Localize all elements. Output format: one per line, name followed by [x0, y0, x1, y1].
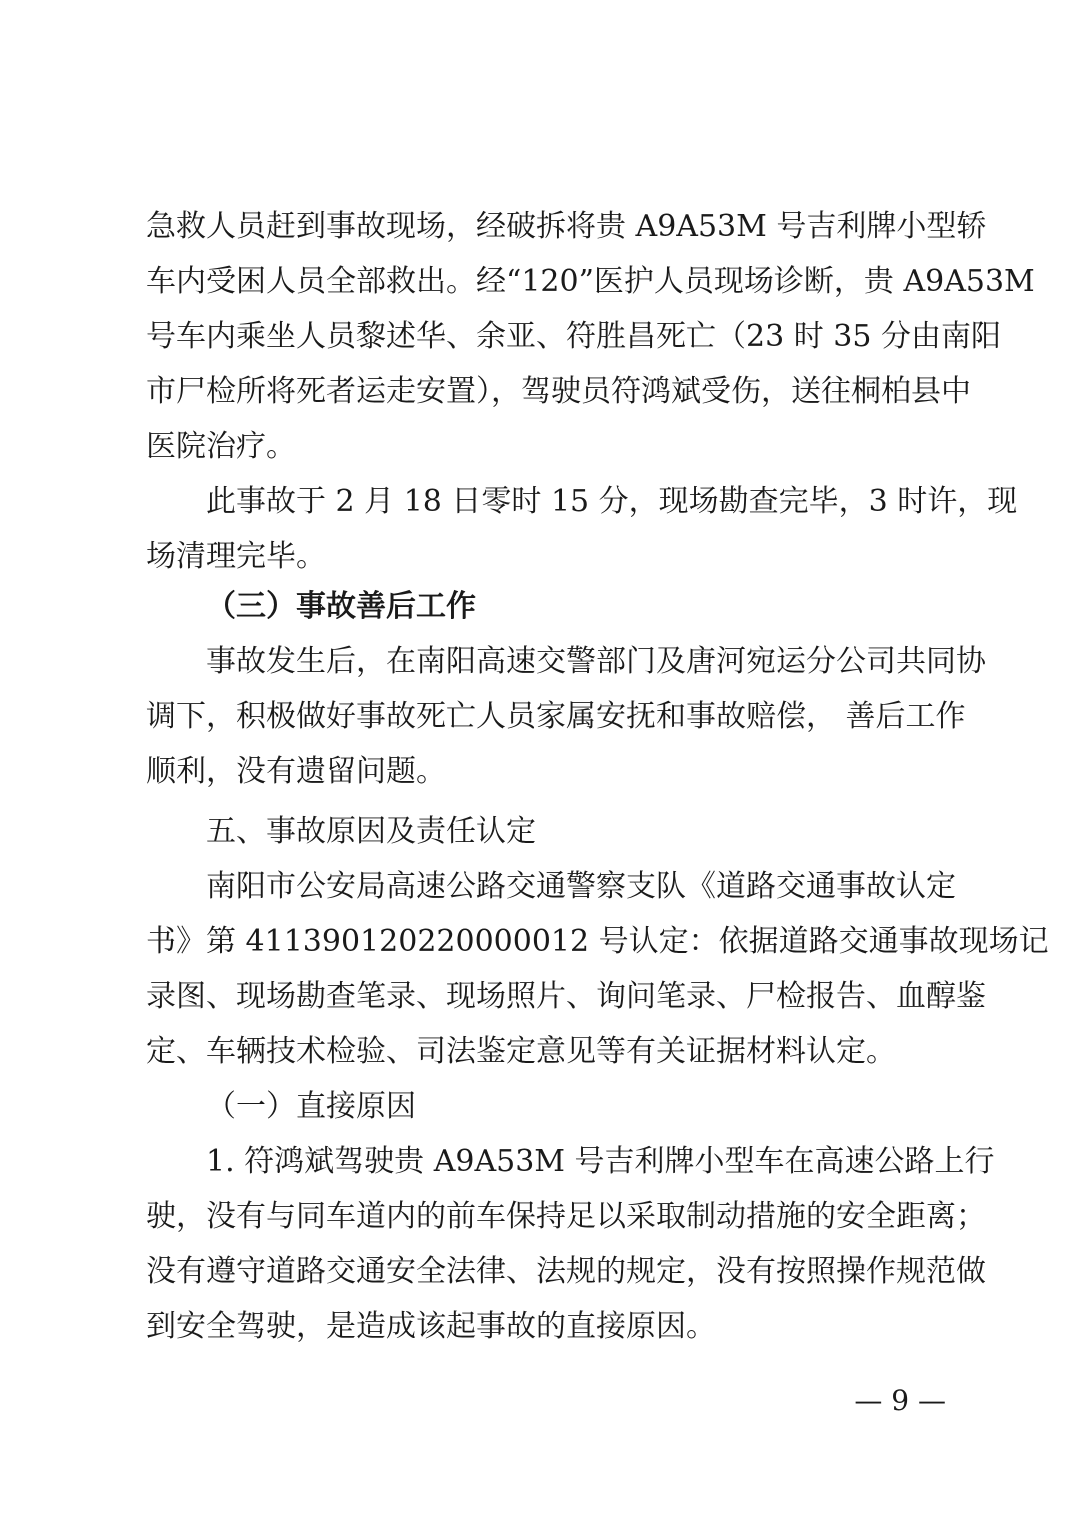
body-text-line: 没有遵守道路交通安全法律、法规的规定，没有按照操作规范做	[146, 1254, 986, 1289]
body-text-line: 驶，没有与同车道内的前车保持足以采取制动措施的安全距离；	[146, 1199, 986, 1234]
body-text-line: 顺利，没有遗留问题。	[146, 754, 446, 789]
section-heading-cause-responsibility: 五、事故原因及责任认定	[206, 814, 536, 849]
body-text-line: 号车内乘坐人员黎述华、余亚、符胜昌死亡（23 时 35 分由南阳	[146, 319, 1001, 354]
body-text-line: 此事故于 2 月 18 日零时 15 分，现场勘查完毕，3 时许，现	[206, 484, 1018, 519]
body-text-line: 录图、现场勘查笔录、现场照片、询问笔录、尸检报告、血醇鉴	[146, 979, 986, 1014]
body-text-line: 市尸检所将死者运走安置），驾驶员符鸿斌受伤，送往桐柏县中	[146, 374, 971, 409]
section-heading-direct-cause: （一）直接原因	[206, 1089, 416, 1124]
body-text-line: 急救人员赶到事故现场，经破拆将贵 A9A53M 号吉利牌小型轿	[146, 209, 987, 244]
body-text-line: 场清理完毕。	[146, 539, 326, 574]
body-text-line: 书》第 411390120220000012 号认定：依据道路交通事故现场记	[146, 924, 1049, 959]
body-text-line: 南阳市公安局高速公路交通警察支队《道路交通事故认定	[206, 869, 956, 904]
body-text-line: 车内受困人员全部救出。经“120”医护人员现场诊断，贵 A9A53M	[146, 264, 1035, 299]
page-number: — 9 —	[854, 1384, 946, 1417]
section-heading-aftermath: （三）事故善后工作	[206, 589, 476, 624]
body-text-line: 1. 符鸿斌驾驶贵 A9A53M 号吉利牌小型车在高速公路上行	[206, 1144, 995, 1179]
body-text-line: 医院治疗。	[146, 429, 296, 464]
body-text-line: 调下，积极做好事故死亡人员家属安抚和事故赔偿， 善后工作	[146, 699, 966, 734]
body-text-line: 事故发生后，在南阳高速交警部门及唐河宛运分公司共同协	[206, 644, 986, 679]
body-text-line: 定、车辆技术检验、司法鉴定意见等有关证据材料认定。	[146, 1034, 896, 1069]
body-text-line: 到安全驾驶，是造成该起事故的直接原因。	[146, 1309, 716, 1344]
